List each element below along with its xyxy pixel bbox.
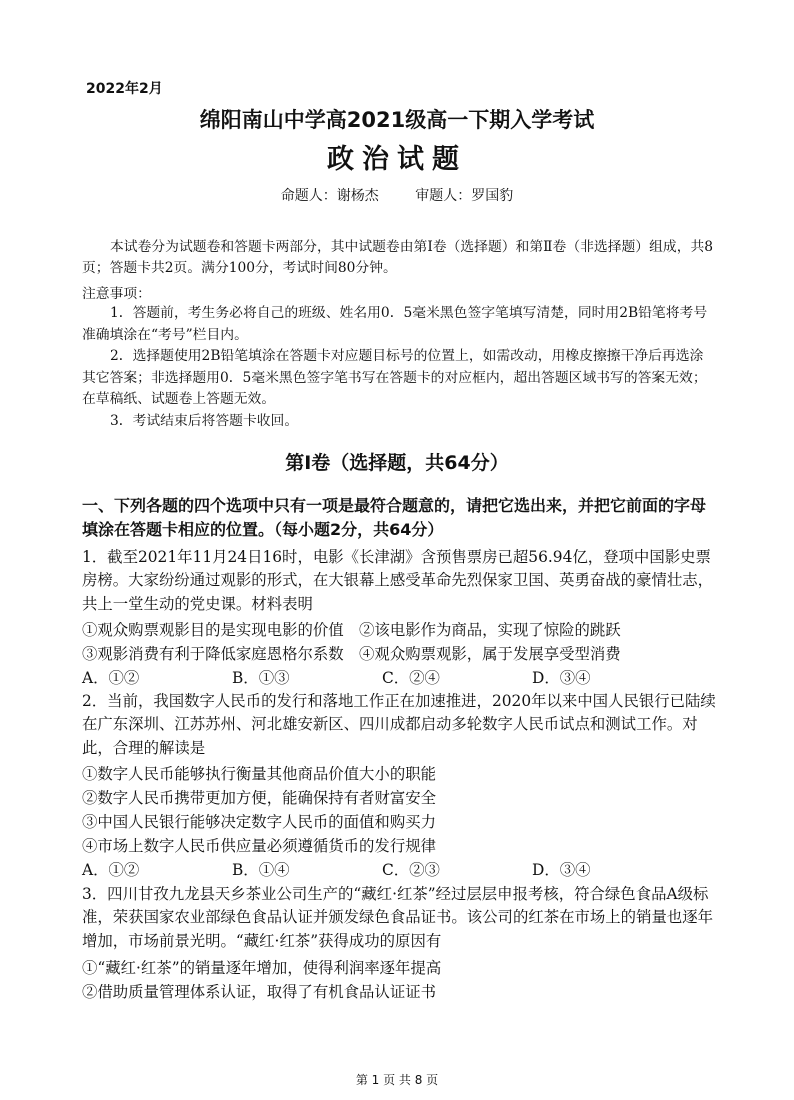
choice-a: A．①② bbox=[82, 861, 140, 879]
choice-a: A．①② bbox=[82, 669, 140, 687]
exam-title: 绵阳南山中学高2021级高一下期入学考试 bbox=[199, 108, 595, 132]
setter: 命题人：谢杨杰 bbox=[280, 188, 379, 204]
part-title: 第Ⅰ卷（选择题，共64分） bbox=[285, 452, 509, 474]
choice-b: B．①③ bbox=[232, 669, 290, 687]
exam-date: 2022年2月 bbox=[86, 81, 163, 97]
question-2-option: ②数字人民币携带更加方便，能确保持有者财富安全 bbox=[82, 789, 436, 807]
question-2-stem: 2．当前，我国数字人民币的发行和落地工作正在加速推进，2020年以来中国人民银行已陆续在广东深圳、江苏苏州、河北雄安新区、四川成都启动多轮数字人民币试点和测试工作。对此，合理的解读是 bbox=[82, 692, 716, 757]
reviewer: 审题人：罗国豹 bbox=[415, 188, 514, 204]
choice-b: B．①④ bbox=[232, 861, 290, 879]
authors-line bbox=[0, 185, 794, 205]
note-item: 3．考试结束后将答题卡收回。 bbox=[110, 413, 299, 429]
choice-c: C．②③ bbox=[382, 861, 440, 879]
question-2-option: ③中国人民银行能够决定数字人民币的面值和购买力 bbox=[82, 813, 436, 831]
note-item: 1．答题前，考生务必将自己的班级、姓名用0．5毫米黑色签字笔填写清楚，同时用2B铅笔将考号准确填涂在“考号”栏目内。 bbox=[82, 305, 708, 343]
question-3-stem: 3．四川甘孜九龙县天乡茶业公司生产的“藏红·红茶”经过层层申报考核，符合绿色食品A级标准，荣获国家农业部绿色食品认证并颁发绿色食品证书。该公司的红茶在市场上的销量也逐年增加，市场前景光明。“藏红·红茶”获得成功的原因有 bbox=[82, 885, 714, 950]
question-2-option: ①数字人民币能够执行衡量其他商品价值大小的职能 bbox=[82, 765, 436, 783]
choice-c: C．②④ bbox=[382, 669, 440, 687]
choice-d: D．③④ bbox=[532, 669, 591, 687]
question-1-options-row: ①观众购票观影目的是实现电影的价值 ②该电影作为商品，实现了惊险的跳跃 bbox=[82, 621, 621, 639]
question-1-stem: 1．截至2021年11月24日16时，电影《长津湖》含预售票房已超56.94亿，登项中国影史票房榜。大家纷纷通过观影的形式，在大银幕上感受革命先烈保家卫国、英勇奋战的豪情壮志，共上一堂生动的党史课。材料表明 bbox=[82, 548, 714, 613]
question-1-choices bbox=[82, 666, 716, 688]
intro-paragraph: 本试卷分为试题卷和答题卡两部分，其中试题卷由第Ⅰ卷（选择题）和第Ⅱ卷（非选择题）组成，共8页；答题卡共2页。满分100分，考试时间80分钟。 bbox=[82, 239, 714, 276]
question-2-option: ④市场上数字人民币供应量必须遵循货币的发行规律 bbox=[82, 837, 436, 855]
question-3-option: ②借助质量管理体系认证，取得了有机食品认证证书 bbox=[82, 983, 436, 1001]
question-1-options-row: ③观影消费有利于降低家庭恩格尔系数 ④观众购票观影，属于发展享受型消费 bbox=[82, 645, 621, 663]
question-3-option: ①“藏红·红茶”的销量逐年增加，使得利润率逐年提高 bbox=[82, 959, 442, 977]
note-item: 2．选择题使用2B铅笔填涂在答题卡对应题目标号的位置上，如需改动，用橡皮擦擦干净后再选涂其它答案；非选择题用0．5毫米黑色签字笔书写在答题卡的对应框内，超出答题区域书写的答案无效；在草稿纸、试题卷上答题无效。 bbox=[82, 348, 707, 407]
page-footer: 第 1 页 共 8 页 bbox=[355, 1073, 439, 1087]
choice-d: D．③④ bbox=[532, 861, 591, 879]
section-instruction: 一、下列各题的四个选项中只有一项是最符合题意的，请把它选出来，并把它前面的字母填涂在答题卡相应的位置。（每小题2分，共64分） bbox=[82, 496, 707, 539]
subject-title: 政治试题 bbox=[327, 144, 467, 175]
question-2-choices bbox=[82, 858, 716, 880]
notice-heading: 注意事项： bbox=[82, 286, 151, 302]
